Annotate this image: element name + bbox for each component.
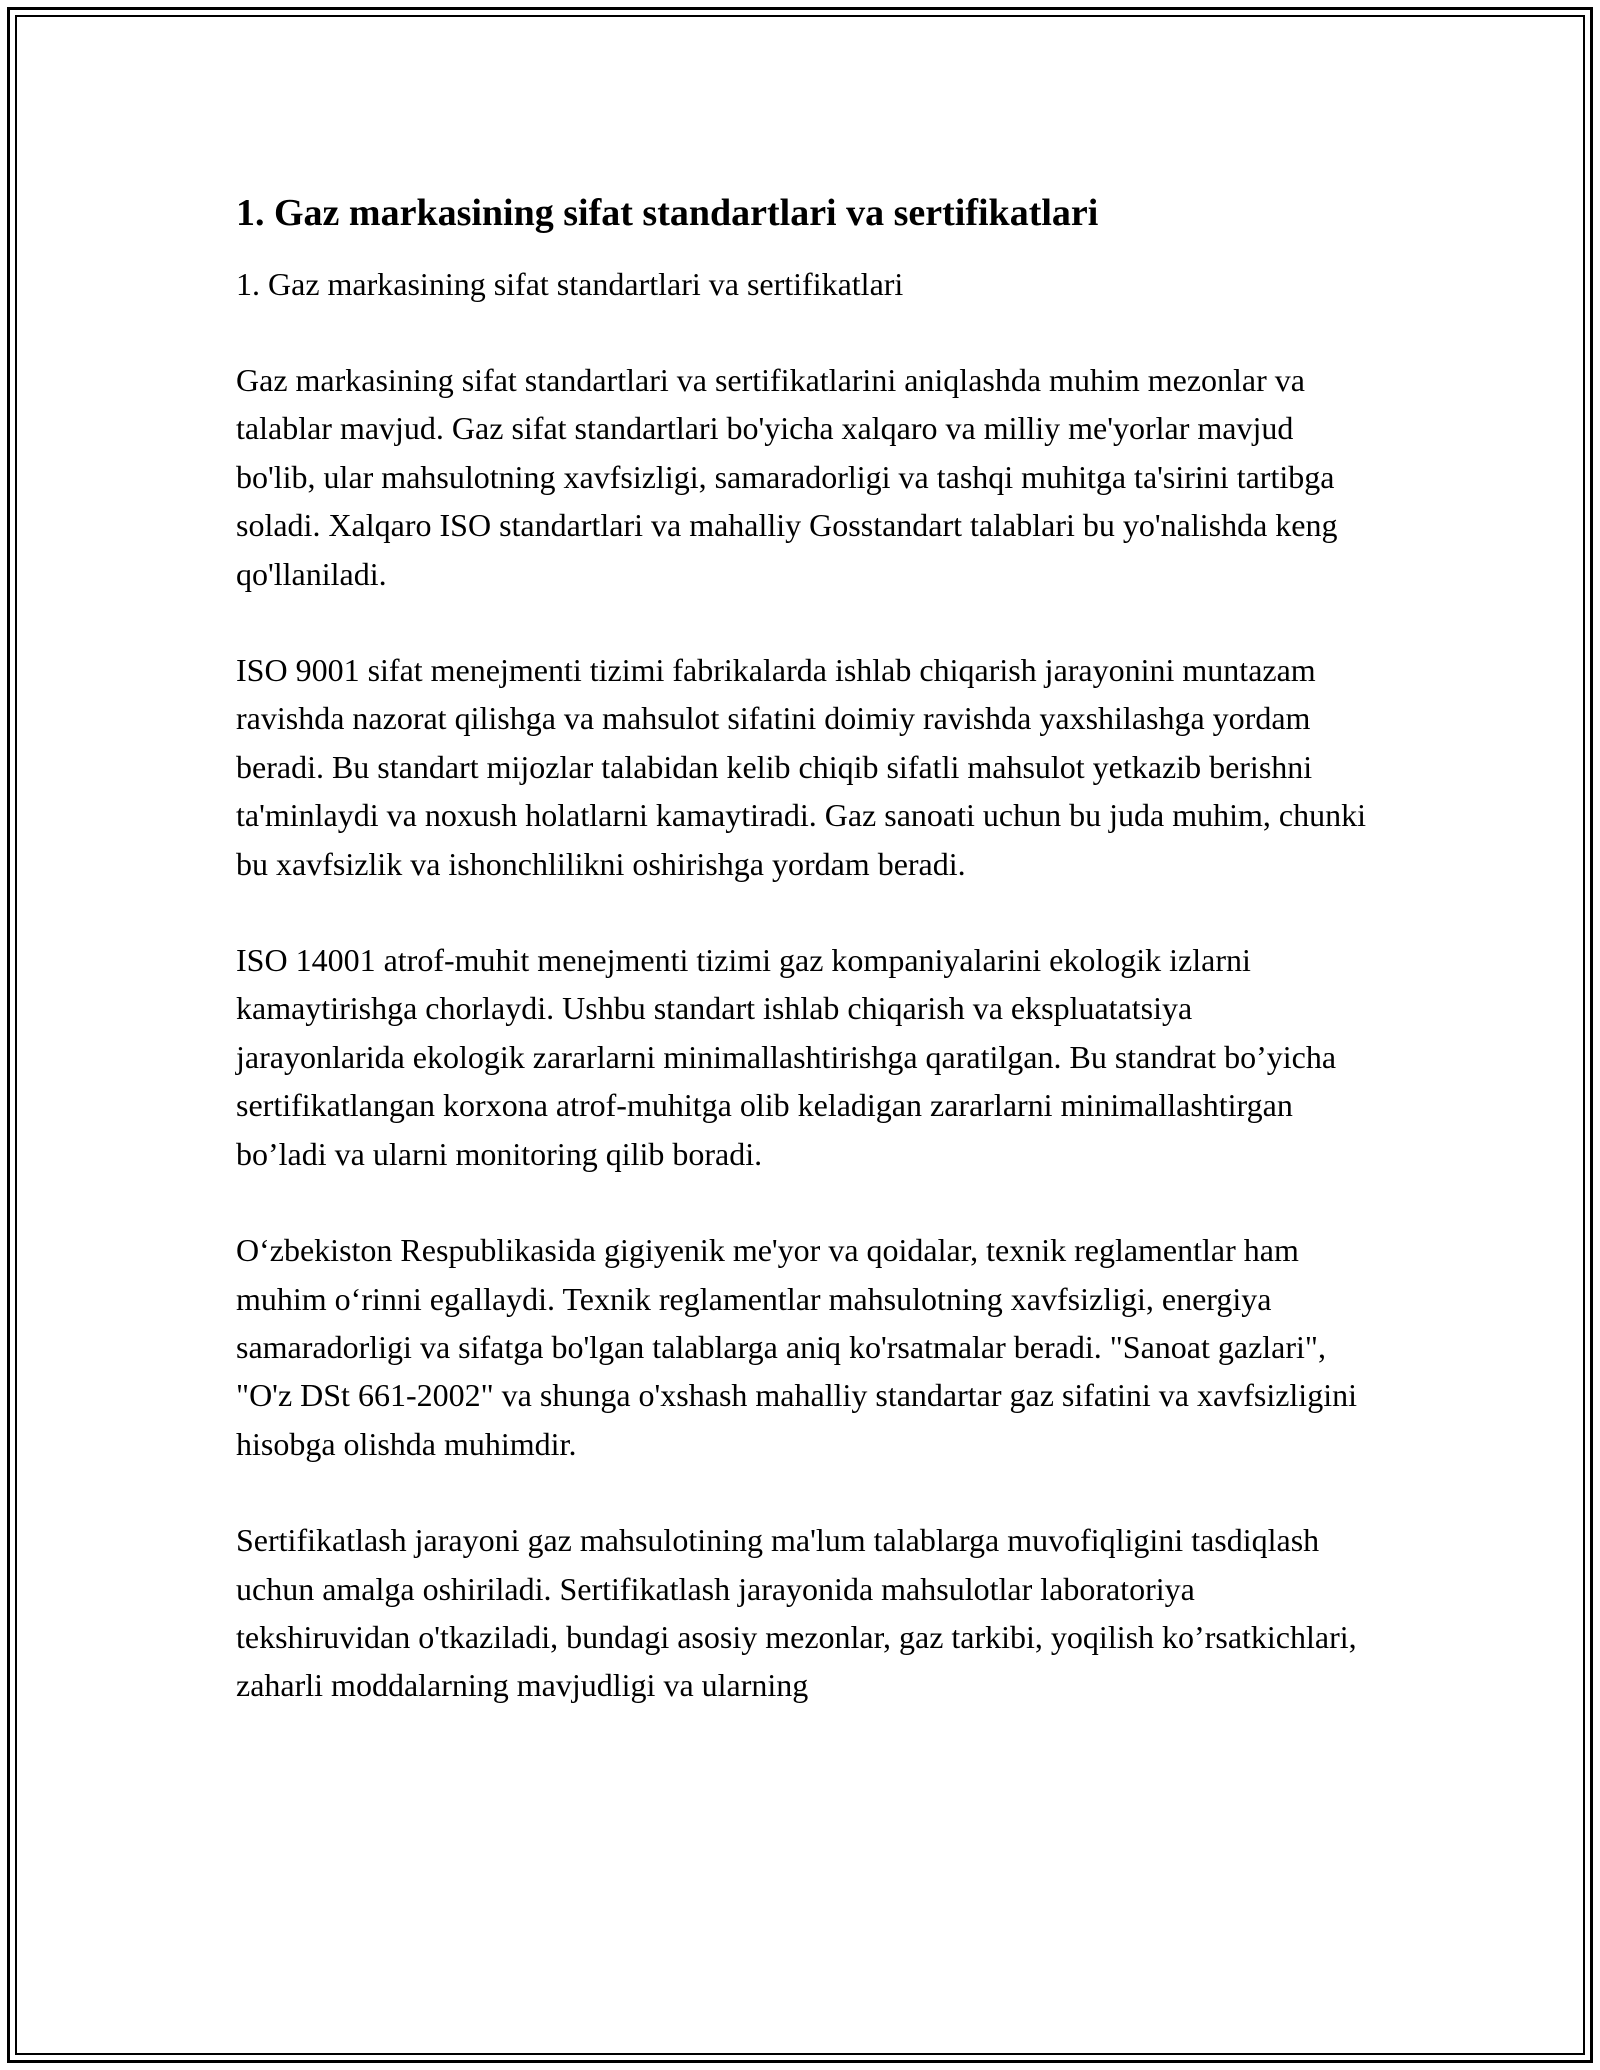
- document-body: [236, 188, 1366, 1710]
- paragraph-standards-overview: Gaz markasining sifat standartlari va sertifikatlarini aniqlashda muhim mezonlar va talablar mavjud. Gaz sifat standartlari bo'yicha xalqaro va milliy me'yorlar mavjud bo'lib, ular mahsulotning xavfsizligi, samaradorligi va tashqi muhitga ta'sirini tartibga soladi. Xalqaro ISO standartlari va mahalliy Gosstandart talablari bu yo'nalishda keng qo'llaniladi.: [236, 362, 1338, 592]
- paragraph-iso-9001: ISO 9001 sifat menejmenti tizimi fabrikalarda ishlab chiqarish jarayonini muntazam ravishda nazorat qilishga va mahsulot sifatini doimiy ravishda yaxshilashga yordam beradi. Bu standart mijozlar talabidan kelib chiqib sifatli mahsulot yetkazib berishni ta'minlaydi va noxush holatlarni kamaytiradi. Gaz sanoati uchun bu juda muhim, chunki bu xavfsizlik va ishonchlilikni oshirishga yordam beradi.: [236, 652, 1366, 882]
- paragraph-certification-process: Sertifikatlash jarayoni gaz mahsulotining ma'lum talablarga muvofiqligini tasdiqlash uchun amalga oshiriladi. Sertifikatlash jarayonida mahsulotlar laboratoriya tekshiruvidan o'tkaziladi, bundagi asosiy mezonlar, gaz tarkibi, yoqilish ko’rsatkichlari, zaharli moddalarning mavjudligi va ularning: [236, 1522, 1357, 1704]
- document-heading: 1. Gaz markasining sifat standartlari va sertifikatlari: [236, 192, 1099, 234]
- paragraph-iso-14001: ISO 14001 atrof-muhit menejmenti tizimi gaz kompaniyalarini ekologik izlarni kamaytirishga chorlaydi. Ushbu standart ishlab chiqarish va ekspluatatsiya jarayonlarida ekologik zararlarni minimallashtirishga qaratilgan. Bu standrat bo’yicha sertifikatlangan korxona atrof-muhitga olib keladigan zararlarni minimallashtirgan bo’ladi va ularni monitoring qilib boradi.: [236, 942, 1337, 1172]
- paragraph-uzbekistan-regulations: O‘zbekiston Respublikasida gigiyenik me'yor va qoidalar, texnik reglamentlar ham muhim o‘rinni egallaydi. Texnik reglamentlar mahsulotning xavfsizligi, energiya samaradorligi va sifatga bo'lgan talablarga aniq ko'rsatmalar beradi. "Sanoat gazlari", "O'z DSt 661-2002" va shunga o'xshash mahalliy standartar gaz sifatini va xavfsizligini hisobga olishda muhimdir.: [236, 1232, 1357, 1462]
- document-subheading: 1. Gaz markasining sifat standartlari va sertifikatlari: [236, 266, 904, 302]
